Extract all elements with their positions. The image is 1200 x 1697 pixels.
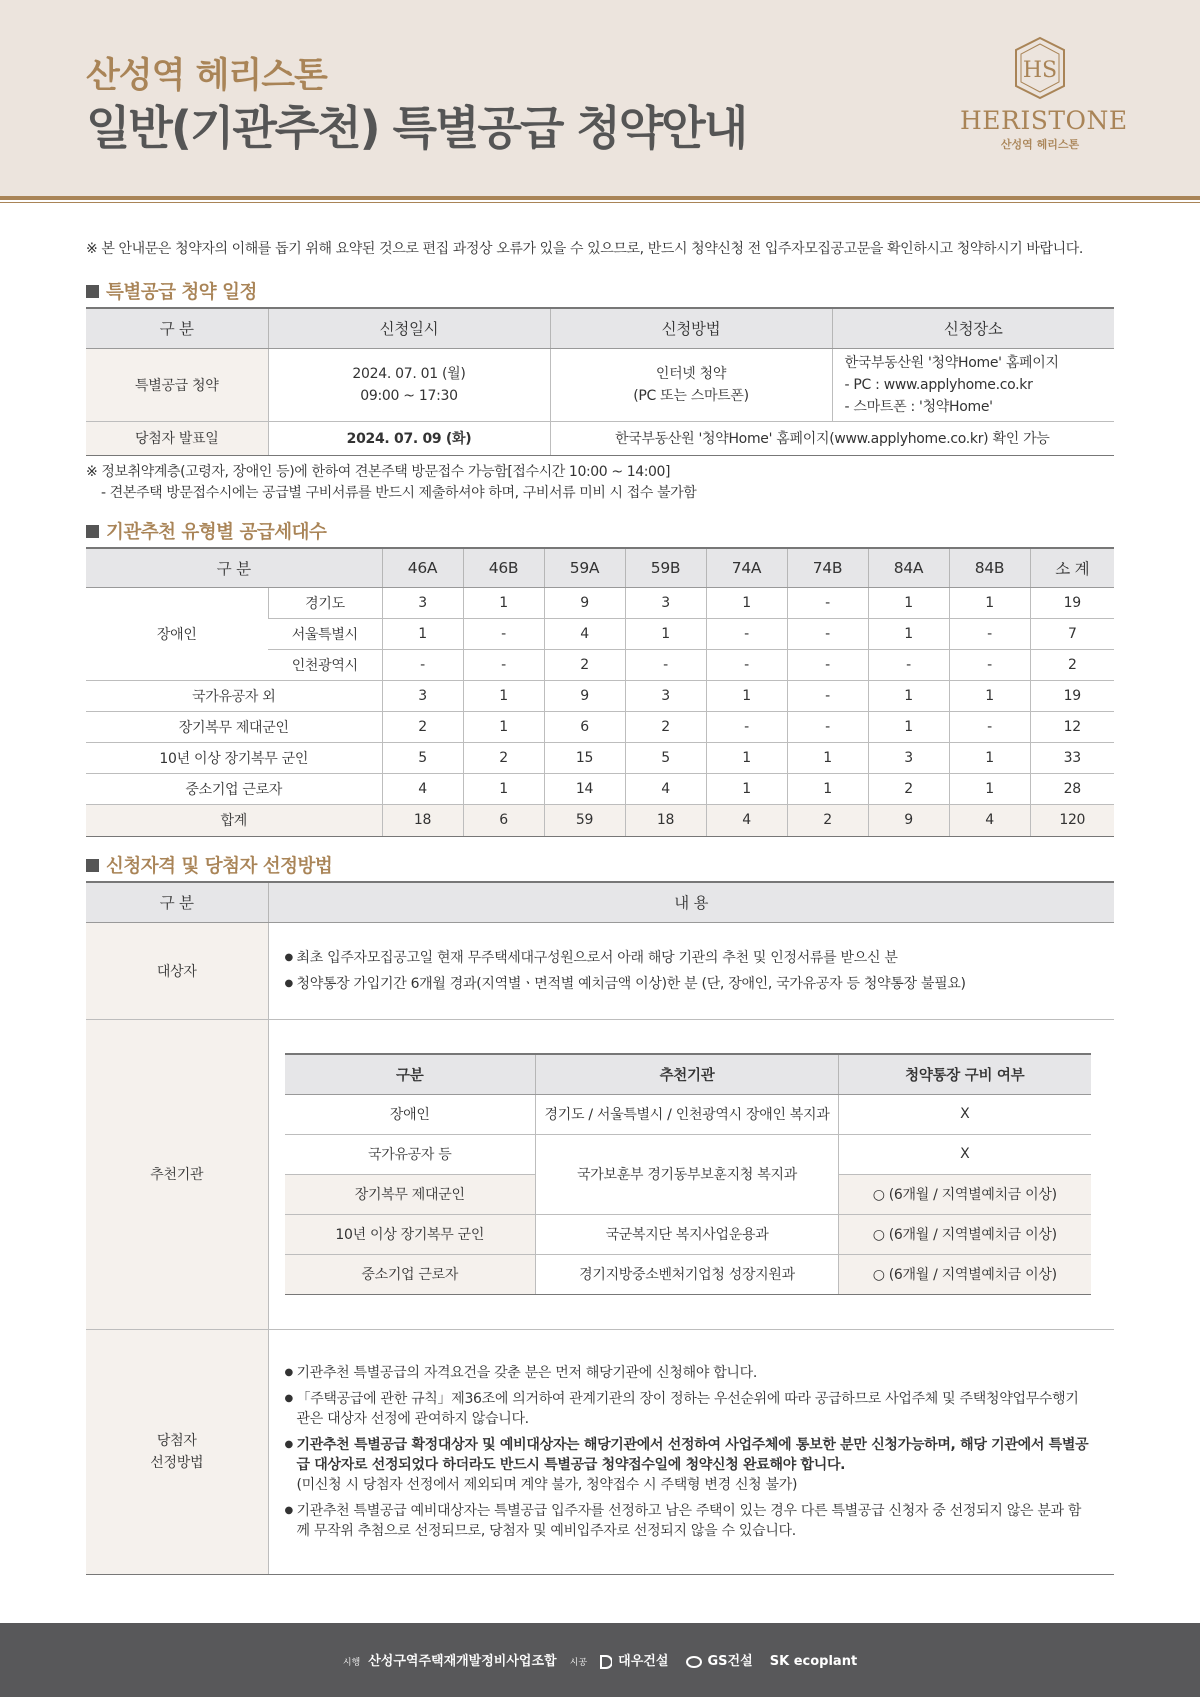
cell: 3 [868,742,949,773]
column-header: 추천기관 [536,1054,839,1094]
section-title-text: 신청자격 및 당첨자 선정방법 [106,856,333,877]
cell: - [706,649,787,680]
builder-daewoo [600,1654,672,1669]
cell: 2 [868,773,949,804]
account-required: ○ (6개월 / 지역별예치금 이상) [839,1214,1091,1254]
row-label: 인천광역시 [268,649,382,680]
cell: 1 [463,711,544,742]
builder-gs [686,1654,757,1669]
place-line: - PC : www.applyhome.co.kr [844,376,1033,393]
cell: 3 [625,680,706,711]
cell: 4 [544,618,625,649]
table-row [86,711,1114,742]
list-item-note: (미신청 시 당첨자 선정에서 제외되며 계약 불가, 청약접수 시 주택형 변경 신청 불가) [296,1476,798,1493]
cell: 2 [463,742,544,773]
apply-time: 09:00 ~ 17:30 [360,387,458,404]
cell: 2 [787,804,868,836]
row-label: 국가유공자 외 [86,680,382,711]
column-header: 84A [868,548,949,587]
column-header: 청약통장 구비 여부 [839,1054,1091,1094]
cell: 120 [1030,804,1114,836]
cell: 1 [463,587,544,618]
cell: 14 [544,773,625,804]
apply-method [550,348,832,421]
table-row [86,742,1114,773]
daewoo-logo-icon [600,1655,612,1669]
square-bullet-icon [86,525,99,538]
qualify-table [86,881,1114,1575]
table-row [86,587,1114,618]
cell: 4 [625,773,706,804]
list-item-bold-text: 기관추천 특별공급 확정대상자 및 예비대상자는 해당기관에서 선정하여 사업주체에 통보한 분만 신청가능하며, 해당 기관에서 특별공급 대상자로 선정되었다 하더라도 반드시 특별공급 청약접수일에 청약신청 완료해야 합니다. [296,1436,1089,1473]
notice-text: ※ 본 안내문은 청약자의 이해를 돕기 위해 요약된 것으로 편집 과정상 오류가 있을 수 있으므로, 반드시 청약신청 전 입주자모집공고문을 확인하시고 청약하시기 바랍니다. [86,241,1083,257]
cell: 59 [544,804,625,836]
account-required: ○ (6개월 / 지역별예치금 이상) [839,1174,1091,1214]
cell: 1 [868,680,949,711]
square-bullet-icon [86,285,99,298]
column-header: 구 분 [86,308,268,348]
cell: 7 [1030,618,1114,649]
cell: 9 [544,587,625,618]
schedule-note-sub: - 견본주택 방문접수시에는 공급별 구비서류를 반드시 제출하셔야 하며, 구비서류 미비 시 접수 불가함 [101,485,697,501]
account-required: X [839,1094,1091,1134]
cell: - [868,649,949,680]
section-title-text: 특별공급 청약 일정 [106,282,257,303]
agency-name: 국가보훈부 경기동부보훈지청 복지과 [536,1134,839,1214]
list-item: ● 「주택공급에 관한 규칙」제36조에 의거하여 관계기관의 장이 정하는 우선순위에 따라 공급하므로 사업주체 및 주택청약업무수행기관은 대상자 선정에 관여하지 않습니다. [285,1389,1091,1429]
cell: - [787,618,868,649]
cell: 2 [1030,649,1114,680]
builder-sk: SK ecoplant [769,1654,858,1669]
place-line: - 스마트폰 : '청약Home' [844,398,993,415]
row-label: 특별공급 청약 [86,348,268,421]
table-header-row [86,548,1114,587]
section-title-supply [86,518,326,544]
row-label: 경기도 [268,587,382,618]
column-header: 구분 [285,1054,536,1094]
agency-type: 국가유공자 등 [285,1134,536,1174]
page-title: 일반(기관추천) 특별공급 청약안내 [86,101,747,155]
cell: - [787,587,868,618]
cell: 1 [868,618,949,649]
heristone-emblem-icon [1012,36,1068,100]
cell: 3 [382,680,463,711]
table-row [86,1019,1114,1329]
cell: 1 [463,680,544,711]
column-header: 구 분 [86,548,382,587]
builder-name: 대우건설 [618,1654,669,1669]
table-row [285,1214,1091,1254]
agency-type: 장기복무 제대군인 [285,1174,536,1214]
select-content [268,1329,1114,1574]
agency-table [285,1053,1091,1295]
cell: 1 [706,773,787,804]
table-row [86,680,1114,711]
cell: 4 [949,804,1030,836]
list-item: ● 최초 입주자모집공고일 현재 무주택세대구성원으로서 아래 해당 기관의 추천 및 인정서류를 받으신 분 [285,948,1091,968]
agency-name: 국군복지단 복지사업운용과 [536,1214,839,1254]
method-line: (PC 또는 스마트폰) [633,387,749,404]
cell: 5 [625,742,706,773]
cell: 18 [625,804,706,836]
cell: - [787,680,868,711]
table-header-row [86,308,1114,348]
cell: 9 [868,804,949,836]
cell: 3 [625,587,706,618]
list-item: ● 청약통장 가입기간 6개월 경과(지역별ㆍ면적별 예치금액 이상)한 분 (단, 장애인, 국가유공자 등 청약통장 불필요) [285,974,1091,994]
header-divider-thin [0,202,1200,203]
logo-subtext: 산성역 헤리스톤 [1000,138,1080,151]
cell: 1 [787,773,868,804]
row-label: 대상자 [86,922,268,1019]
method-line: 인터넷 청약 [655,365,727,382]
schedule-note: ※ 정보취약계층(고령자, 장애인 등)에 한하여 견본주택 방문접수 가능함[접수시간 10:00 ~ 14:00] [86,464,671,480]
cell: 3 [382,587,463,618]
select-label-line: 당첨자 [156,1432,197,1449]
row-label: 추천기관 [86,1019,268,1329]
cell: 1 [868,711,949,742]
table-row [285,1134,1091,1174]
cell: 28 [1030,773,1114,804]
cell: 1 [949,773,1030,804]
cell: 2 [382,711,463,742]
column-header: 46A [382,548,463,587]
agency-content [268,1019,1114,1329]
column-header: 신청장소 [832,308,1114,348]
column-header: 59A [544,548,625,587]
cell: - [949,618,1030,649]
row-label: 서울특별시 [268,618,382,649]
column-header: 구 분 [86,882,268,922]
row-label: 10년 이상 장기복무 군인 [86,742,382,773]
cell: - [463,649,544,680]
cell: 1 [706,587,787,618]
section-title-schedule [86,278,257,304]
list-item: ● 기관추천 특별공급의 자격요건을 갖춘 분은 먼저 해당기관에 신청해야 합니다. [285,1363,1091,1383]
cell: - [949,649,1030,680]
column-header: 74B [787,548,868,587]
cell: - [787,711,868,742]
cell: 1 [625,618,706,649]
footer-exec-name: 산성구역주택재개발정비사업조합 [368,1654,557,1669]
group-label: 장애인 [86,587,268,680]
cell: 2 [625,711,706,742]
column-header: 신청방법 [550,308,832,348]
cell: 6 [544,711,625,742]
list-item: ● 기관추천 특별공급 예비대상자는 특별공급 입주자를 선정하고 남은 주택이 있는 경우 다른 특별공급 신청자 중 선정되지 않은 분과 함께 무작위 추첨으로 선정되므로, 당첨자 및 예비입주자로 선정되지 않을 수 있습니다. [285,1501,1091,1541]
table-row [86,421,1114,455]
cell: - [625,649,706,680]
cell: 1 [868,587,949,618]
cell: 1 [949,742,1030,773]
section-title-qualify [86,852,332,878]
section-title-text: 기관추천 유형별 공급세대수 [106,522,327,543]
cell: 9 [544,680,625,711]
cell: - [706,618,787,649]
table-header-row [86,882,1114,922]
heristone-logo [960,36,1128,156]
cell: 33 [1030,742,1114,773]
cell: 19 [1030,680,1114,711]
column-header: 신청일시 [268,308,550,348]
select-label-line: 선정방법 [150,1454,204,1471]
account-required: ○ (6개월 / 지역별예치금 이상) [839,1254,1091,1294]
agency-type: 중소기업 근로자 [285,1254,536,1294]
column-header: 내 용 [268,882,1114,922]
cell: 1 [382,618,463,649]
table-row [86,773,1114,804]
agency-name: 경기지방중소벤처기업청 성장지원과 [536,1254,839,1294]
agency-type: 장애인 [285,1094,536,1134]
square-bullet-icon [86,859,99,872]
cell: - [382,649,463,680]
cell: 2 [544,649,625,680]
announce-place: 한국부동산원 '청약Home' 홈페이지(www.applyhome.co.kr) 확인 가능 [550,421,1114,455]
place-line: 한국부동산원 '청약Home' 홈페이지 [844,354,1059,371]
cell: 5 [382,742,463,773]
column-header: 46B [463,548,544,587]
row-label: 합계 [86,804,382,836]
footer-credits [0,1623,1200,1697]
apply-place [832,348,1114,421]
total-row [86,804,1114,836]
cell: - [949,711,1030,742]
cell: - [787,649,868,680]
gs-logo-icon [686,1656,702,1668]
account-required: X [839,1134,1091,1174]
page-header [0,0,1200,196]
schedule-table [86,307,1114,456]
footer-build-label: 시공 [569,1658,588,1668]
column-header: 84B [949,548,1030,587]
select-list [269,1363,1115,1541]
row-label: 중소기업 근로자 [86,773,382,804]
cell: 1 [463,773,544,804]
agency-type: 10년 이상 장기복무 군인 [285,1214,536,1254]
page-subtitle: 산성역 헤리스톤 [86,56,327,96]
column-header: 소 계 [1030,548,1114,587]
svg-text:HS: HS [1022,58,1058,83]
cell: 1 [787,742,868,773]
apply-datetime [268,348,550,421]
page-footer [0,1623,1200,1697]
list-item [285,1435,1091,1495]
table-row [285,1094,1091,1134]
target-content [268,922,1114,1019]
table-row [86,1329,1114,1574]
cell: 18 [382,804,463,836]
header-divider [0,196,1200,200]
cell: - [706,711,787,742]
cell: 19 [1030,587,1114,618]
table-row [285,1254,1091,1294]
table-row [86,922,1114,1019]
agency-name: 경기도 / 서울특별시 / 인천광역시 장애인 복지과 [536,1094,839,1134]
announce-date: 2024. 07. 09 (화) [268,421,550,455]
footer-exec-label: 시행 [342,1658,361,1668]
cell: 1 [949,680,1030,711]
cell: 1 [706,742,787,773]
builder-name: GS건설 [707,1654,753,1669]
logo-text: HERISTONE [960,106,1128,135]
table-row [86,348,1114,421]
table-header-row [285,1054,1091,1094]
column-header: 74A [706,548,787,587]
target-list [269,948,1115,994]
row-label: 장기복무 제대군인 [86,711,382,742]
cell: 4 [706,804,787,836]
cell: 1 [949,587,1030,618]
cell: 12 [1030,711,1114,742]
row-label [86,1329,268,1574]
cell: 6 [463,804,544,836]
apply-date: 2024. 07. 01 (월) [352,365,466,382]
supply-table [86,547,1114,837]
cell: 1 [706,680,787,711]
row-label: 당첨자 발표일 [86,421,268,455]
cell: 15 [544,742,625,773]
cell: 4 [382,773,463,804]
column-header: 59B [625,548,706,587]
cell: - [463,618,544,649]
